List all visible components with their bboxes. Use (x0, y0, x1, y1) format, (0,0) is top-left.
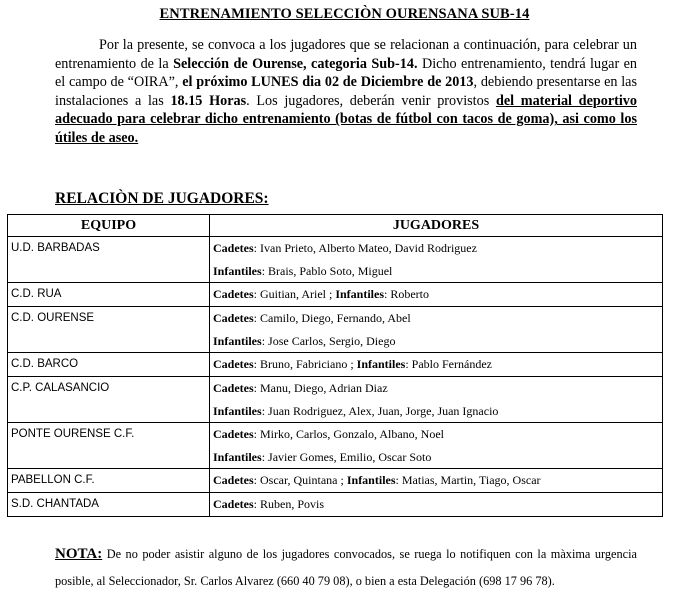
players-table-body (8, 237, 663, 517)
players-cell (210, 237, 663, 283)
players-cell (210, 353, 663, 377)
category-label: Infantiles (213, 263, 262, 278)
table-row (8, 377, 663, 423)
category-label: Infantiles (213, 449, 262, 464)
team-name: C.P. CALASANCIO (11, 382, 110, 394)
intro-paragraph (55, 36, 637, 148)
players-line (213, 283, 662, 306)
team-cell (8, 307, 210, 353)
category-label: Cadetes (213, 473, 254, 487)
players-line (213, 307, 662, 330)
category-label: Cadetes (213, 357, 254, 371)
player-names: : Roberto (384, 287, 430, 301)
player-names: : Ivan Prieto, Alberto Mateo, David Rodriguez (253, 241, 477, 255)
players-cell (210, 469, 663, 493)
table-row (8, 469, 663, 493)
players-line (213, 353, 662, 376)
category-label: Cadetes (213, 287, 254, 301)
players-line (213, 330, 662, 353)
team-cell (8, 469, 210, 493)
nota-label: NOTA: (55, 546, 103, 562)
intro-text-2: Dicho entrenamiento, tendrá lugar en el campo de “OIRA”, (55, 55, 638, 91)
table-header-row (8, 215, 663, 237)
players-cell (210, 307, 663, 353)
intro-hora: 18.15 Horas (170, 92, 247, 109)
category-label: Cadetes (213, 427, 254, 441)
intro-text-1: Por la presente, se convoca a los jugadores que se relacionan a continuación, para celebrar un entrenamiento de la (55, 37, 637, 72)
players-line (213, 469, 662, 492)
players-line (213, 400, 662, 423)
players-line (213, 493, 662, 516)
player-names: : Camilo, Diego, Fernando, Abel (253, 311, 411, 325)
player-names: : Pablo Fernández (405, 357, 492, 371)
team-name: U.D. BARBADAS (11, 242, 100, 254)
category-label: Cadetes (213, 381, 254, 395)
team-name: PABELLON C.F. (11, 474, 95, 486)
team-cell (8, 493, 210, 517)
document-title: ENTRENAMIENTO SELECCIÒN OURENSANA SUB-14 (159, 6, 530, 22)
players-line (213, 423, 662, 446)
team-name: C.D. OURENSE (11, 312, 95, 324)
team-cell (8, 353, 210, 377)
players-cell (210, 377, 663, 423)
players-cell (210, 283, 663, 307)
table-row (8, 423, 663, 469)
player-names: : Manu, Diego, Adrian Diaz (253, 381, 388, 395)
player-names: : Mirko, Carlos, Gonzalo, Albano, Noel (253, 427, 444, 441)
players-line (213, 237, 662, 260)
table-row (8, 237, 663, 283)
players-line (213, 260, 662, 283)
intro-seleccion: Selección de Ourense, categoria Sub-14. (173, 55, 418, 72)
team-name: PONTE OURENSE C.F. (11, 428, 135, 440)
nota-paragraph (55, 541, 637, 595)
team-name: C.D. RUA (11, 288, 62, 300)
team-name: C.D. BARCO (11, 358, 79, 370)
player-names: : Jose Carlos, Sergio, Diego (261, 333, 396, 348)
category-label: Cadetes (213, 497, 254, 511)
player-names: : Oscar, Quintana ; (253, 473, 347, 487)
player-names: : Juan Rodriguez, Alex, Juan, Jorge, Juan Ignacio (261, 403, 499, 418)
players-cell (210, 493, 663, 517)
table-row (8, 493, 663, 517)
player-names: : Bruno, Fabriciano ; (253, 357, 357, 371)
players-cell (210, 423, 663, 469)
nota-text: De no poder asistir alguno de los jugadores convocados, se ruega lo notifiquen con la màxima urgencia posible, al Seleccionador, Sr. Carlos Alvarez (660 40 79 08), o bien a esta Delegación (698 17 96 78). (55, 547, 637, 588)
header-jugadores: JUGADORES (210, 215, 663, 237)
players-table (7, 214, 663, 517)
team-cell (8, 283, 210, 307)
player-names: : Guitian, Ariel ; (253, 287, 336, 301)
player-names: : Ruben, Povis (253, 497, 325, 511)
team-cell (8, 423, 210, 469)
intro-material: del material deportivo adecuado para celebrar dicho entrenamiento (botas de fútbol con tacos de goma), asi como los útiles de aseo. (55, 92, 637, 146)
player-names: : Brais, Pablo Soto, Miguel (261, 263, 393, 278)
player-names: : Javier Gomes, Emilio, Oscar Soto (261, 449, 432, 464)
category-label: Cadetes (213, 311, 254, 325)
team-cell (8, 377, 210, 423)
players-line (213, 446, 662, 469)
header-equipo: EQUIPO (8, 215, 210, 237)
category-label: Cadetes (213, 241, 254, 255)
category-label: Infantiles (213, 333, 262, 348)
category-label: Infantiles (213, 403, 262, 418)
table-row (8, 283, 663, 307)
intro-text-4: . Los jugadores, deberán venir provistos (246, 92, 496, 109)
table-row (8, 307, 663, 353)
player-names: : Matias, Martin, Tiago, Oscar (395, 473, 541, 487)
team-name: S.D. CHANTADA (11, 498, 99, 510)
players-line (213, 377, 662, 400)
category-label: Infantiles (335, 287, 385, 301)
table-row (8, 353, 663, 377)
intro-text-3: , debiendo presentarse en las instalaciones a las (55, 74, 637, 109)
relacion-title: RELACIÒN DE JUGADORES: (55, 190, 269, 207)
intro-fecha: el próximo LUNES dia 02 de Diciembre de 2013 (182, 74, 474, 91)
category-label: Infantiles (346, 473, 396, 487)
category-label: Infantiles (356, 357, 406, 371)
team-cell (8, 237, 210, 283)
